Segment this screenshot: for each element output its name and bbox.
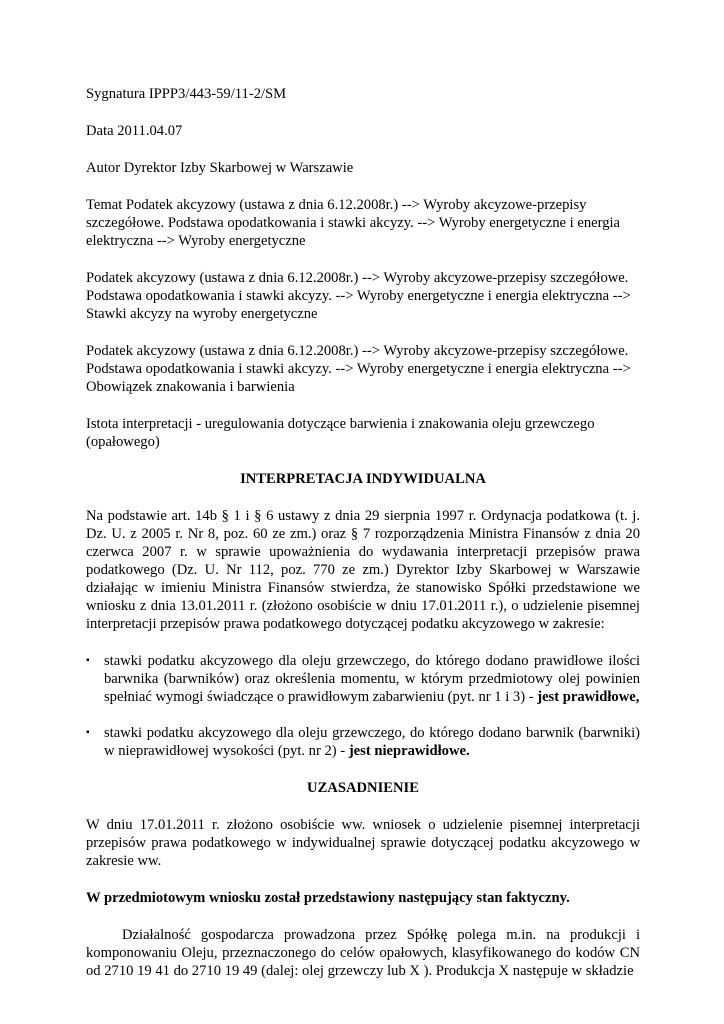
facts-paragraph: Działalność gospodarcza prowadzona przez Spółkę polega m.in. na produkcji i komponowaniu Oleju, przeznaczonego do celów opałowych, klasyfikowanego do kodów CN od 2710 19 41 do 2710 19 49 (dalej: olej grzewczy lub X ). Produkcja X następuje w składzie — [86, 927, 640, 979]
list-item-verdict: jest prawidłowe, — [537, 689, 640, 705]
list-item — [86, 652, 640, 706]
facts-heading: W przedmiotowym wniosku został przedstawiony następujący stan faktyczny. — [86, 890, 570, 906]
category-paragraph-2: Podatek akcyzowy (ustawa z dnia 6.12.2008r.) --> Wyroby akcyzowe-przepisy szczegółowe. Podstawa opodatkowania i stawki akcyzy. --> Wyroby energetyczne i energia elektryczna --> Obowiązek znakowania i barwienia — [86, 343, 631, 395]
interpretation-heading: INTERPRETACJA INDYWIDUALNA — [240, 471, 486, 487]
justification-heading: UZASADNIENIE — [307, 780, 419, 796]
author-line: Autor Dyrektor Izby Skarbowej w Warszawie — [86, 160, 354, 176]
category-paragraph-1: Podatek akcyzowy (ustawa z dnia 6.12.2008r.) --> Wyroby akcyzowe-przepisy szczegółowe. Podstawa opodatkowania i stawki akcyzy. --> Wyroby energetyczne i energia elektryczna --> Stawki akcyzy na wyroby energetyczne — [86, 270, 631, 322]
intro-paragraph: Na podstawie art. 14b § 1 i § 6 ustawy z dnia 29 sierpnia 1997 r. Ordynacja podatkowa (t. j. Dz. U. z 2005 r. Nr 8, poz. 60 ze zm.) oraz § 7 rozporządzenia Ministra Finansów z dnia 20 czerwca 2007 r. w sprawie upoważnienia do wydawania interpretacji przepisów prawa podatkowego (Dz. U. Nr 112, poz. 770 ze zm.) Dyrektor Izby Skarbowej w Warszawie działając w imieniu Ministra Finansów stwierdza, że stanowisko Spółki przedstawione we wniosku z dnia 13.01.2011 r. (złożono osobiście w dniu 17.01.2011 r.), o udzielenie pisemnej interpretacji przepisów prawa podatkowego dotyczącej podatku akcyzowego w zakresie: — [86, 508, 640, 632]
list-item — [86, 724, 640, 760]
bullet-icon: ▪ — [86, 655, 90, 666]
verdict-list — [86, 652, 640, 760]
list-item-text: stawki podatku akcyzowego dla oleju grzewczego, do którego dodano prawidłowe ilości barwnika (barwników) oraz określenia momentu, w którym przedmiotowy olej powinien spełniać wymogi świadczące o prawidłowym zabarwieniu (pyt. nr 1 i 3) - — [104, 653, 640, 705]
list-item-verdict: jest nieprawidłowe. — [348, 743, 470, 759]
essence-paragraph: Istota interpretacji - uregulowania dotyczące barwienia i znakowania oleju grzewczego (opałowego) — [86, 416, 595, 450]
signature-line: Sygnatura IPPP3/443-59/11-2/SM — [86, 86, 287, 102]
bullet-icon: ▪ — [86, 727, 90, 738]
justification-paragraph: W dniu 17.01.2011 r. złożono osobiście ww. wniosek o udzielenie pisemnej interpretacji przepisów prawa podatkowego w indywidualnej sprawie dotyczącej podatku akcyzowego w zakresie ww. — [86, 817, 640, 869]
list-item-text: stawki podatku akcyzowego dla oleju grzewczego, do którego dodano barwnik (barwniki) w nieprawidłowej wysokości (pyt. nr 2) - — [104, 725, 640, 759]
topic-paragraph: Temat Podatek akcyzowy (ustawa z dnia 6.12.2008r.) --> Wyroby akcyzowe-przepisy szczegółowe. Podstawa opodatkowania i stawki akcyzy. --> Wyroby energetyczne i energia elektryczna --> Wyroby energetyczne — [86, 197, 621, 249]
date-line: Data 2011.04.07 — [86, 123, 183, 139]
